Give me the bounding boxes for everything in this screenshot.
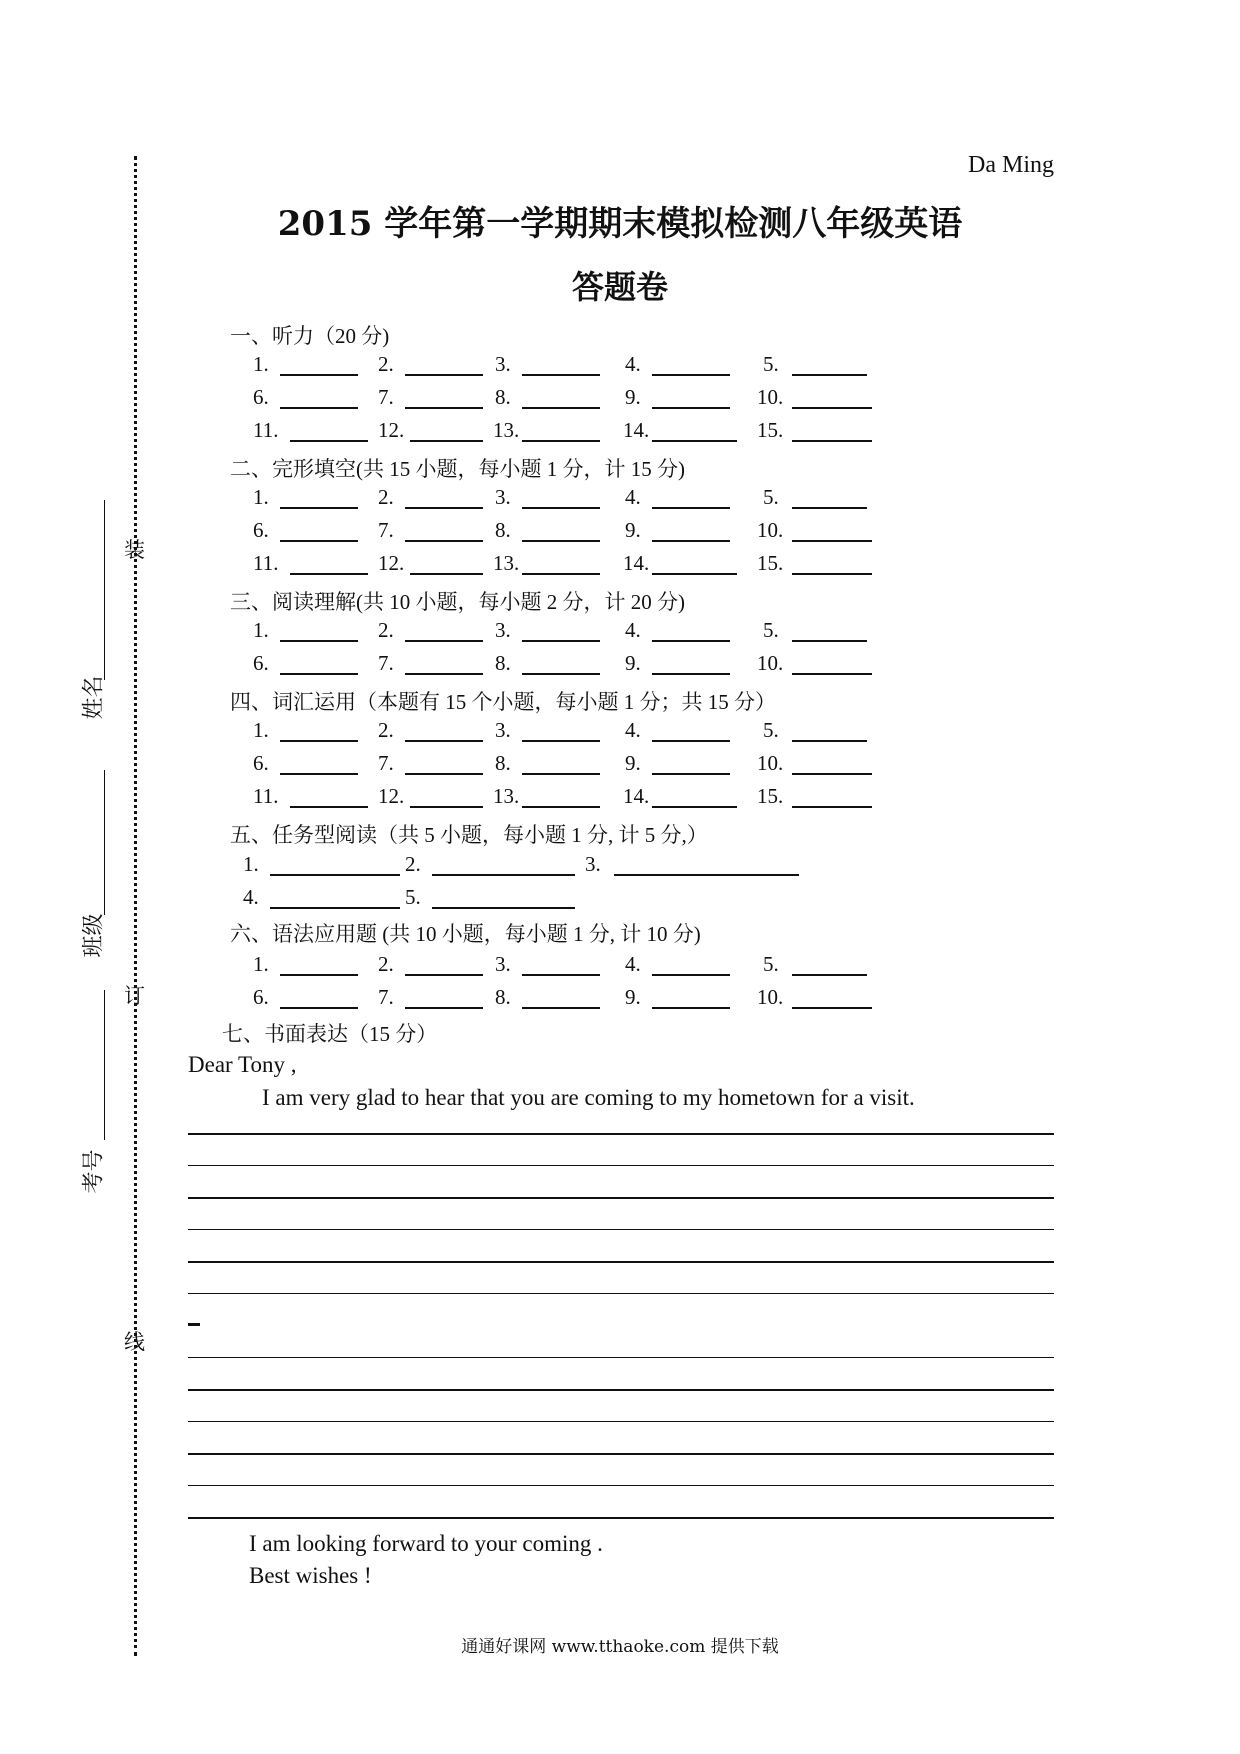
answer-blank[interactable] <box>792 740 867 742</box>
answer-blank[interactable] <box>652 974 730 976</box>
q-num: 6. <box>253 385 269 409</box>
binding-char-ding: 订 <box>124 984 145 1008</box>
section-1-row-1 <box>0 352 1240 382</box>
answer-blank[interactable] <box>280 640 358 642</box>
writing-line[interactable] <box>188 1293 1054 1294</box>
q-num: 13. <box>493 784 520 808</box>
answer-blank[interactable] <box>522 1007 600 1009</box>
answer-blank[interactable] <box>280 374 358 376</box>
answer-blank[interactable] <box>270 907 400 909</box>
answer-blank[interactable] <box>522 407 600 409</box>
section-1-row-2 <box>0 385 1240 415</box>
writing-line[interactable] <box>188 1485 1054 1486</box>
answer-blank[interactable] <box>652 540 730 542</box>
q-num: 5. <box>763 718 779 742</box>
q-num: 2. <box>378 618 394 642</box>
answer-blank[interactable] <box>522 673 600 675</box>
answer-blank[interactable] <box>405 640 483 642</box>
answer-blank[interactable] <box>522 773 600 775</box>
q-num: 11. <box>253 551 279 575</box>
q-num: 3. <box>495 352 511 376</box>
q-num: 9. <box>625 385 641 409</box>
answer-blank[interactable] <box>280 673 358 675</box>
answer-blank[interactable] <box>522 806 600 808</box>
q-num: 3. <box>495 952 511 976</box>
section-2-row-2 <box>0 518 1240 548</box>
answer-blank[interactable] <box>792 1007 872 1009</box>
page-title: 2015 学年第一学期期末模拟检测八年级英语 <box>277 204 963 244</box>
answer-blank[interactable] <box>522 540 600 542</box>
section-6-row-2 <box>0 985 1240 1015</box>
q-num: 2. <box>378 952 394 976</box>
q-num: 10. <box>757 518 784 542</box>
top-right-mark: Da Ming <box>968 152 1054 178</box>
q-num: 5. <box>763 485 779 509</box>
q-num: 14. <box>623 784 650 808</box>
answer-blank[interactable] <box>432 907 575 909</box>
section-2-heading: 二、完形填空(共 15 小题，每小题 1 分，计 15 分) <box>230 457 685 481</box>
section-2-row-3 <box>0 551 1240 581</box>
section-6-heading: 六、语法应用题 (共 10 小题，每小题 1 分, 计 10 分) <box>230 922 701 946</box>
answer-blank[interactable] <box>792 640 867 642</box>
q-num: 12. <box>378 551 405 575</box>
answer-blank[interactable] <box>614 874 799 876</box>
name-label: 姓名 <box>81 675 107 720</box>
class-label: 班级 <box>81 913 107 958</box>
q-num: 2. <box>378 718 394 742</box>
q-num: 5. <box>405 885 421 909</box>
q-num: 7. <box>378 518 394 542</box>
answer-blank[interactable] <box>405 540 483 542</box>
writing-line[interactable] <box>188 1165 1054 1166</box>
q-num: 1. <box>253 618 269 642</box>
answer-blank[interactable] <box>652 1007 730 1009</box>
writing-line[interactable] <box>188 1133 1054 1135</box>
answer-blank[interactable] <box>652 507 730 509</box>
answer-blank[interactable] <box>280 540 358 542</box>
binding-char-xian: 线 <box>124 1330 145 1354</box>
answer-blank[interactable] <box>792 806 872 808</box>
answer-blank[interactable] <box>280 507 358 509</box>
writing-line[interactable] <box>188 1261 1054 1263</box>
answer-blank[interactable] <box>270 874 400 876</box>
q-num: 5. <box>763 618 779 642</box>
answer-blank[interactable] <box>405 673 483 675</box>
q-num: 14. <box>623 418 650 442</box>
q-num: 8. <box>495 751 511 775</box>
answer-blank[interactable] <box>290 440 368 442</box>
answer-blank[interactable] <box>652 440 737 442</box>
q-num: 15. <box>757 551 784 575</box>
q-num: 9. <box>625 651 641 675</box>
section-3-row-1 <box>0 618 1240 648</box>
answer-blank[interactable] <box>792 573 872 575</box>
section-6-row-1 <box>0 952 1240 982</box>
answer-blank[interactable] <box>522 440 600 442</box>
answer-blank[interactable] <box>522 507 600 509</box>
page-subtitle: 答题卷 <box>571 268 668 306</box>
answer-blank[interactable] <box>405 974 483 976</box>
section-3-row-2 <box>0 651 1240 681</box>
section-5-heading: 五、任务型阅读（共 5 小题，每小题 1 分, 计 5 分,） <box>230 823 708 847</box>
q-num: 4. <box>243 885 259 909</box>
answer-blank[interactable] <box>652 740 730 742</box>
section-4-heading: 四、词汇运用（本题有 15 个小题，每小题 1 分；共 15 分） <box>230 690 776 714</box>
answer-blank[interactable] <box>405 1007 483 1009</box>
q-num: 10. <box>757 385 784 409</box>
answer-blank[interactable] <box>522 740 600 742</box>
answer-blank[interactable] <box>522 573 600 575</box>
answer-blank[interactable] <box>405 740 483 742</box>
answer-blank[interactable] <box>652 773 730 775</box>
answer-blank[interactable] <box>280 740 358 742</box>
q-num: 6. <box>253 751 269 775</box>
answer-blank[interactable] <box>290 806 368 808</box>
q-num: 3. <box>495 718 511 742</box>
q-num: 15. <box>757 418 784 442</box>
q-num: 15. <box>757 784 784 808</box>
writing-line[interactable] <box>188 1389 1054 1391</box>
q-num: 13. <box>493 418 520 442</box>
section-3-heading: 三、阅读理解(共 10 小题，每小题 2 分，计 20 分) <box>230 590 685 614</box>
section-5-row-1 <box>0 852 1240 882</box>
q-num: 11. <box>253 784 279 808</box>
answer-blank[interactable] <box>405 507 483 509</box>
q-num: 3. <box>495 485 511 509</box>
answer-blank[interactable] <box>522 974 600 976</box>
answer-blank[interactable] <box>432 874 575 876</box>
q-num: 6. <box>253 985 269 1009</box>
q-num: 2. <box>378 485 394 509</box>
answer-blank[interactable] <box>405 773 483 775</box>
answer-blank[interactable] <box>792 974 867 976</box>
writing-dash-mark <box>188 1323 200 1326</box>
q-num: 10. <box>757 751 784 775</box>
q-num: 8. <box>495 518 511 542</box>
section-1-heading: 一、听力（20 分) <box>230 324 390 348</box>
answer-blank[interactable] <box>280 974 358 976</box>
q-num: 10. <box>757 985 784 1009</box>
answer-blank[interactable] <box>652 573 737 575</box>
answer-blank[interactable] <box>405 407 483 409</box>
answer-blank[interactable] <box>290 573 368 575</box>
q-num: 11. <box>253 418 279 442</box>
section-2-row-1 <box>0 485 1240 515</box>
q-num: 12. <box>378 784 405 808</box>
id-label: 考号 <box>81 1149 107 1194</box>
answer-blank[interactable] <box>652 806 737 808</box>
letter-closing-1: I am looking forward to your coming . <box>249 1531 603 1556</box>
q-num: 13. <box>493 551 520 575</box>
writing-line[interactable] <box>188 1453 1054 1455</box>
writing-line[interactable] <box>188 1517 1054 1519</box>
q-num: 7. <box>378 985 394 1009</box>
letter-opening: I am very glad to hear that you are coming to my hometown for a visit. <box>262 1085 915 1110</box>
q-num: 4. <box>625 718 641 742</box>
answer-blank[interactable] <box>410 806 483 808</box>
q-num: 5. <box>763 352 779 376</box>
q-num: 8. <box>495 385 511 409</box>
q-num: 8. <box>495 985 511 1009</box>
q-num: 1. <box>243 852 259 876</box>
answer-blank[interactable] <box>522 640 600 642</box>
writing-line[interactable] <box>188 1197 1054 1199</box>
q-num: 7. <box>378 751 394 775</box>
answer-blank[interactable] <box>522 374 600 376</box>
section-5-row-2 <box>0 885 1240 915</box>
answer-blank[interactable] <box>792 773 872 775</box>
q-num: 5. <box>763 952 779 976</box>
q-num: 7. <box>378 651 394 675</box>
answer-blank[interactable] <box>405 374 483 376</box>
answer-blank[interactable] <box>410 573 483 575</box>
q-num: 7. <box>378 385 394 409</box>
q-num: 9. <box>625 985 641 1009</box>
q-num: 12. <box>378 418 405 442</box>
section-7-heading: 七、书面表达（15 分） <box>222 1022 438 1046</box>
binding-char-zhuang: 装 <box>124 538 145 562</box>
writing-line[interactable] <box>188 1421 1054 1422</box>
q-num: 14. <box>623 551 650 575</box>
answer-blank[interactable] <box>280 773 358 775</box>
section-4-row-2 <box>0 751 1240 781</box>
answer-blank[interactable] <box>280 407 358 409</box>
answer-blank[interactable] <box>652 374 730 376</box>
writing-line[interactable] <box>188 1357 1054 1358</box>
q-num: 1. <box>253 485 269 509</box>
answer-blank[interactable] <box>792 673 872 675</box>
answer-blank[interactable] <box>280 1007 358 1009</box>
q-num: 3. <box>495 618 511 642</box>
section-4-row-3 <box>0 784 1240 814</box>
q-num: 4. <box>625 618 641 642</box>
q-num: 4. <box>625 485 641 509</box>
q-num: 1. <box>253 352 269 376</box>
answer-blank[interactable] <box>792 440 872 442</box>
answer-blank[interactable] <box>410 440 483 442</box>
q-num: 4. <box>625 952 641 976</box>
q-num: 6. <box>253 518 269 542</box>
q-num: 1. <box>253 718 269 742</box>
answer-blank[interactable] <box>652 407 730 409</box>
q-num: 2. <box>378 352 394 376</box>
letter-greeting: Dear Tony , <box>188 1052 297 1077</box>
q-num: 1. <box>253 952 269 976</box>
q-num: 3. <box>585 852 601 876</box>
q-num: 10. <box>757 651 784 675</box>
q-num: 8. <box>495 651 511 675</box>
section-1-row-3 <box>0 418 1240 448</box>
q-num: 2. <box>405 852 421 876</box>
answer-blank[interactable] <box>792 374 867 376</box>
letter-closing-2: Best wishes ! <box>249 1563 372 1588</box>
q-num: 6. <box>253 651 269 675</box>
q-num: 9. <box>625 518 641 542</box>
answer-blank[interactable] <box>652 640 730 642</box>
answer-blank[interactable] <box>652 673 730 675</box>
answer-blank[interactable] <box>792 507 867 509</box>
writing-line[interactable] <box>188 1229 1054 1230</box>
q-num: 4. <box>625 352 641 376</box>
footer-credit: 通通好课网 www.tthaoke.com 提供下载 <box>461 1637 779 1657</box>
q-num: 9. <box>625 751 641 775</box>
answer-blank[interactable] <box>792 407 872 409</box>
answer-blank[interactable] <box>792 540 872 542</box>
section-4-row-1 <box>0 718 1240 748</box>
